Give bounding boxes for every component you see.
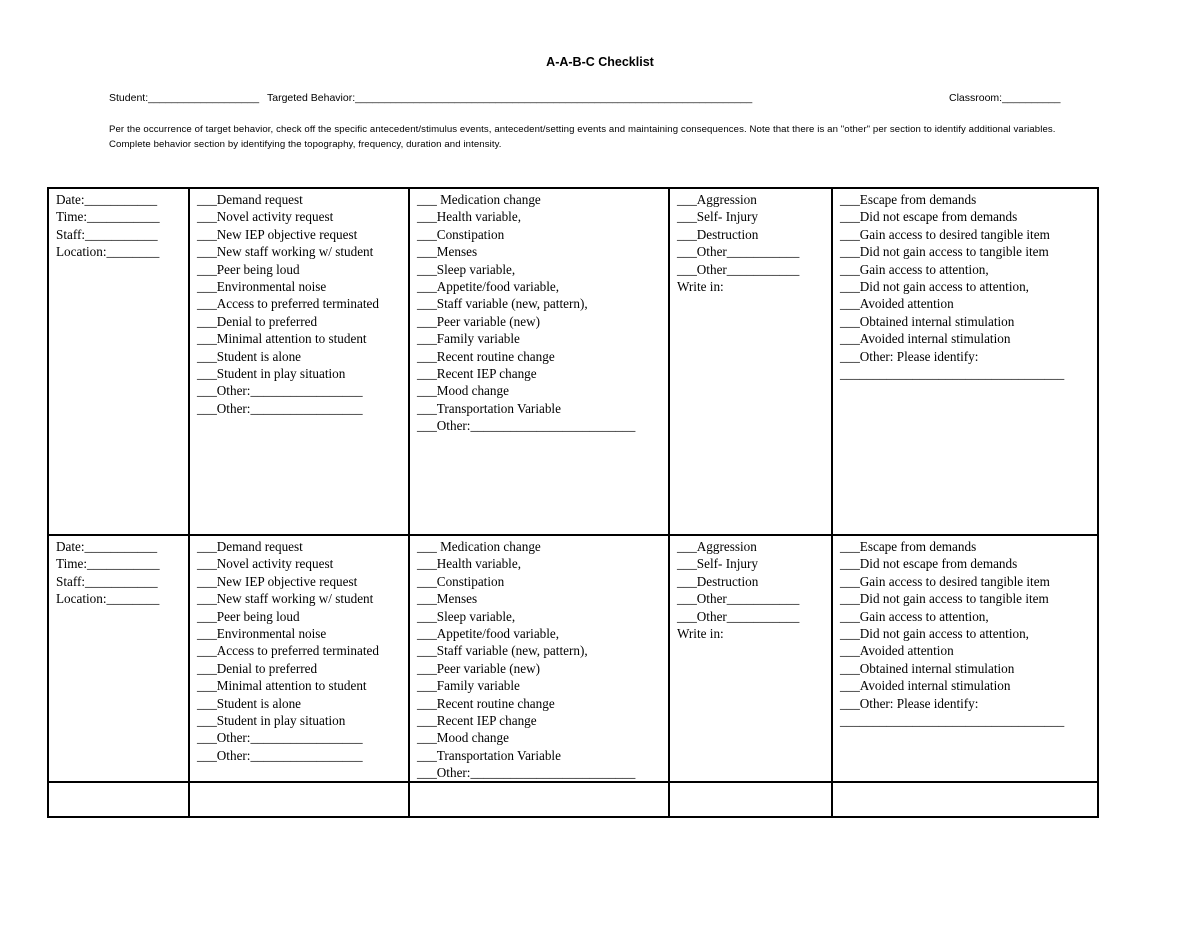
cell-list — [56, 191, 188, 261]
targeted-behavior-field[interactable]: Targeted Behavior:____________________________________________________________________ — [267, 92, 753, 104]
consequence-checkbox-item[interactable]: ___Avoided internal stimulation — [840, 331, 1011, 347]
cell-list — [840, 191, 1097, 382]
antecedent-checkbox-item[interactable]: ___Access to preferred terminated — [197, 296, 379, 312]
consequence-checkbox-item[interactable]: ___Did not escape from demands — [840, 209, 1018, 225]
empty-cell[interactable] — [48, 782, 189, 817]
page-title: A-A-B-C Checklist — [546, 55, 654, 69]
antecedent-checkbox-item[interactable]: ___Other:_________________ — [197, 730, 363, 746]
empty-cell[interactable] — [409, 782, 669, 817]
setting-event-checkbox-item[interactable]: ___Staff variable (new, pattern), — [417, 296, 588, 312]
table-row — [48, 188, 1098, 535]
setting-event-checkbox-item[interactable]: ___Constipation — [417, 573, 505, 589]
info-cell — [48, 535, 189, 782]
info-line[interactable]: Date:___________ — [56, 539, 158, 554]
consequence-checkbox-item[interactable]: ___Did not gain access to tangible item — [840, 244, 1049, 260]
behavior-checkbox-item[interactable]: ___Aggression — [677, 192, 757, 207]
setting-event-checkbox-item[interactable]: ___ Medication change — [417, 192, 541, 207]
antecedent-checkbox-item[interactable]: ___Access to preferred terminated — [197, 643, 379, 659]
consequence-checkbox-item[interactable]: ___Avoided attention — [840, 296, 954, 312]
empty-cell[interactable] — [832, 782, 1098, 817]
antecedent-checkbox-item[interactable]: ___Student in play situation — [197, 712, 346, 728]
behaviors-cell — [669, 188, 832, 535]
setting-event-checkbox-item[interactable]: ___Constipation — [417, 226, 505, 242]
setting-event-checkbox-item[interactable]: ___Recent routine change — [417, 348, 555, 364]
consequence-checkbox-item[interactable]: __________________________________ — [840, 365, 1065, 381]
consequence-checkbox-item[interactable]: ___Escape from demands — [840, 539, 977, 554]
info-line[interactable]: Staff:___________ — [56, 573, 158, 589]
antecedent-checkbox-item[interactable]: ___Peer being loud — [197, 261, 300, 277]
cell-list — [840, 538, 1097, 729]
setting-event-checkbox-item[interactable]: ___Peer variable (new) — [417, 313, 541, 329]
behavior-checkbox-item[interactable]: ___Other___________ — [677, 591, 800, 607]
setting-event-checkbox-item[interactable]: ___ Medication change — [417, 539, 541, 554]
consequence-checkbox-item[interactable]: ___Other: Please identify: — [840, 348, 979, 364]
setting-event-checkbox-item[interactable]: ___Other:_________________________ — [417, 765, 636, 781]
setting-event-checkbox-item[interactable]: ___Transportation Variable — [417, 400, 561, 416]
behavior-checkbox-item[interactable]: ___Aggression — [677, 539, 757, 554]
setting-event-checkbox-item[interactable]: ___Mood change — [417, 730, 509, 746]
behavior-checkbox-item[interactable]: ___Self- Injury — [677, 556, 758, 572]
setting-event-checkbox-item[interactable]: ___Menses — [417, 591, 478, 607]
consequence-checkbox-item[interactable]: ___Did not gain access to attention, — [840, 278, 1029, 294]
setting-event-checkbox-item[interactable]: ___Staff variable (new, pattern), — [417, 643, 588, 659]
setting-events-cell — [409, 188, 669, 535]
antecedent-checkbox-item[interactable]: ___Other:_________________ — [197, 400, 363, 416]
antecedent-checkbox-item[interactable]: ___Student is alone — [197, 695, 302, 711]
consequence-checkbox-item[interactable]: ___Other: Please identify: — [840, 695, 979, 711]
antecedent-checkbox-item[interactable]: ___Peer being loud — [197, 608, 300, 624]
antecedent-checkbox-item[interactable]: ___Minimal attention to student — [197, 678, 367, 694]
setting-event-checkbox-item[interactable]: ___Recent IEP change — [417, 365, 537, 381]
consequence-checkbox-item[interactable]: ___Gain access to desired tangible item — [840, 573, 1050, 589]
antecedent-checkbox-item[interactable]: ___Novel activity request — [197, 556, 334, 572]
setting-event-checkbox-item[interactable]: ___Family variable — [417, 678, 520, 694]
behaviors-cell — [669, 535, 832, 782]
consequence-checkbox-item[interactable]: ___Obtained internal stimulation — [840, 313, 1015, 329]
consequence-checkbox-item[interactable]: ___Did not escape from demands — [840, 556, 1018, 572]
behavior-checkbox-item[interactable]: ___Destruction — [677, 226, 759, 242]
behavior-checkbox-item[interactable]: ___Self- Injury — [677, 209, 758, 225]
consequence-checkbox-item[interactable]: ___Avoided internal stimulation — [840, 678, 1011, 694]
consequence-checkbox-item[interactable]: ___Did not gain access to tangible item — [840, 591, 1049, 607]
setting-event-checkbox-item[interactable]: ___Appetite/food variable, — [417, 625, 560, 641]
setting-event-checkbox-item[interactable]: ___Transportation Variable — [417, 747, 561, 763]
antecedent-checkbox-item[interactable]: ___New IEP objective request — [197, 573, 358, 589]
abc-checklist-table — [47, 187, 1099, 818]
setting-event-checkbox-item[interactable]: ___Sleep variable, — [417, 608, 516, 624]
antecedent-checkbox-item[interactable]: ___Denial to preferred — [197, 660, 318, 676]
setting-event-checkbox-item[interactable]: ___Sleep variable, — [417, 261, 516, 277]
cell-list — [197, 538, 408, 764]
empty-cell[interactable] — [669, 782, 832, 817]
consequence-checkbox-item[interactable]: ___Gain access to desired tangible item — [840, 226, 1050, 242]
info-line[interactable]: Date:___________ — [56, 192, 158, 207]
setting-event-checkbox-item[interactable]: ___Menses — [417, 244, 478, 260]
cell-list — [677, 538, 831, 642]
info-line[interactable]: Location:________ — [56, 244, 160, 260]
setting-event-checkbox-item[interactable]: ___Health variable, — [417, 209, 521, 225]
consequence-checkbox-item[interactable]: ___Avoided attention — [840, 643, 954, 659]
consequence-checkbox-item[interactable]: ___Obtained internal stimulation — [840, 660, 1015, 676]
info-cell — [48, 188, 189, 535]
table-row — [48, 782, 1098, 817]
info-line[interactable]: Location:________ — [56, 591, 160, 607]
setting-event-checkbox-item[interactable]: ___Mood change — [417, 383, 509, 399]
setting-event-checkbox-item[interactable]: ___Family variable — [417, 331, 520, 347]
instructions-text: Per the occurrence of target behavior, check off the specific antecedent/stimulus events, antecedent/setting events and maintaining consequences. Note that there is an "other" per section to identify additional variables. Complete behavior section by identifying the topography, frequency, duration and intensity. — [109, 124, 1056, 150]
setting-event-checkbox-item[interactable]: ___Other:_________________________ — [417, 418, 636, 434]
cell-list — [677, 191, 831, 295]
antecedent-checkbox-item[interactable]: ___New IEP objective request — [197, 226, 358, 242]
antecedent-checkbox-item[interactable]: ___New staff working w/ student — [197, 591, 374, 607]
cell-list — [417, 191, 668, 434]
table-row — [48, 535, 1098, 782]
antecedents-cell — [189, 188, 409, 535]
info-line[interactable]: Time:___________ — [56, 209, 160, 225]
consequence-checkbox-item[interactable]: ___Escape from demands — [840, 192, 977, 207]
setting-event-checkbox-item[interactable]: ___Recent IEP change — [417, 712, 537, 728]
antecedent-checkbox-item[interactable]: ___Demand request — [197, 539, 303, 554]
setting-event-checkbox-item[interactable]: ___Appetite/food variable, — [417, 278, 560, 294]
cell-list — [56, 538, 188, 608]
antecedent-checkbox-item[interactable]: ___Student in play situation — [197, 365, 346, 381]
setting-events-cell — [409, 535, 669, 782]
cell-list — [197, 191, 408, 417]
behavior-checkbox-item[interactable]: ___Other___________ — [677, 261, 800, 277]
antecedent-checkbox-item[interactable]: ___Other:_________________ — [197, 383, 363, 399]
antecedent-checkbox-item[interactable]: ___Environmental noise — [197, 625, 327, 641]
antecedents-cell — [189, 535, 409, 782]
behavior-checkbox-item[interactable]: Write in: — [677, 278, 724, 294]
setting-event-checkbox-item[interactable]: ___Health variable, — [417, 556, 521, 572]
consequence-checkbox-item[interactable]: ___Gain access to attention, — [840, 608, 989, 624]
consequences-cell — [832, 535, 1098, 782]
info-line[interactable]: Time:___________ — [56, 556, 160, 572]
student-field[interactable]: Student:___________________ — [109, 92, 260, 104]
behavior-checkbox-item[interactable]: Write in: — [677, 625, 724, 641]
setting-event-checkbox-item[interactable]: ___Recent routine change — [417, 695, 555, 711]
antecedent-checkbox-item[interactable]: ___New staff working w/ student — [197, 244, 374, 260]
consequence-checkbox-item[interactable]: ___Did not gain access to attention, — [840, 625, 1029, 641]
antecedent-checkbox-item[interactable]: ___Other:_________________ — [197, 747, 363, 763]
setting-event-checkbox-item[interactable]: ___Peer variable (new) — [417, 660, 541, 676]
consequences-cell — [832, 188, 1098, 535]
behavior-checkbox-item[interactable]: ___Other___________ — [677, 608, 800, 624]
antecedent-checkbox-item[interactable]: ___Environmental noise — [197, 278, 327, 294]
antecedent-checkbox-item[interactable]: ___Minimal attention to student — [197, 331, 367, 347]
consequence-checkbox-item[interactable]: __________________________________ — [840, 712, 1065, 728]
antecedent-checkbox-item[interactable]: ___Denial to preferred — [197, 313, 318, 329]
classroom-field[interactable]: Classroom:__________ — [949, 92, 1061, 104]
cell-list — [417, 538, 668, 781]
behavior-checkbox-item[interactable]: ___Destruction — [677, 573, 759, 589]
antecedent-checkbox-item[interactable]: ___Demand request — [197, 192, 303, 207]
antecedent-checkbox-item[interactable]: ___Student is alone — [197, 348, 302, 364]
info-line[interactable]: Staff:___________ — [56, 226, 158, 242]
antecedent-checkbox-item[interactable]: ___Novel activity request — [197, 209, 334, 225]
consequence-checkbox-item[interactable]: ___Gain access to attention, — [840, 261, 989, 277]
behavior-checkbox-item[interactable]: ___Other___________ — [677, 244, 800, 260]
empty-cell[interactable] — [189, 782, 409, 817]
